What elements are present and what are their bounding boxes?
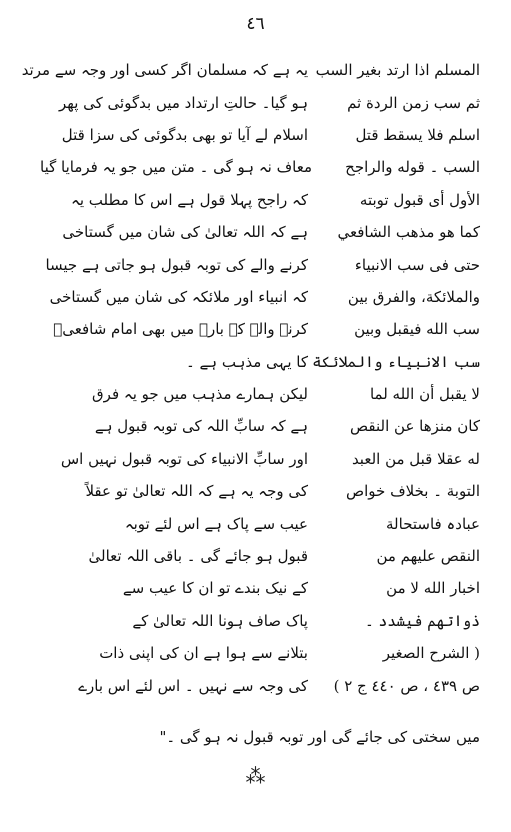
urdu-line: کرنے والے کے بارے میں بھی امام شافعیؒ (53, 320, 308, 339)
text-row (40, 507, 480, 539)
text-row (40, 669, 480, 701)
arabic-line: ص ٤٣٩ ، ص ٤٤٠ ج ٢ ) (333, 676, 480, 695)
text-row (40, 410, 480, 442)
text-row (40, 605, 480, 637)
text-row (40, 281, 480, 313)
urdu-line: قبول ہو جائے گی ۔ باقی اللہ تعالیٰ (88, 547, 308, 566)
text-row (40, 637, 480, 669)
arabic-line: المسلم اذا ارتد بغير السب (315, 61, 480, 80)
arabic-line: سب الله فیقبل وبین (354, 320, 480, 339)
bilingual-text-columns (21, 54, 480, 702)
text-row (40, 216, 480, 248)
urdu-line: ہے کہ سابِّ اللہ کی توبہ قبول ہے (94, 417, 308, 436)
urdu-line: اسلام لے آیا تو بھی بدگوئی کی سزا قتل (61, 125, 308, 144)
arabic-line: اسلم فلا یسقط قتل (355, 125, 480, 144)
urdu-line: بتلانے سے ہوا ہے ان کی اپنی ذات (99, 644, 308, 663)
urdu-line: کی وجہ یہ ہے کہ اللہ تعالیٰ تو عقلاً (85, 482, 308, 501)
urdu-line: معاف نہ ہو گی ۔ متن میں جو یہ فرمایا گیا (40, 158, 312, 177)
text-row (40, 248, 480, 280)
arabic-line: لا یقبل أن الله لما (369, 385, 480, 404)
arabic-line: اخبار الله لا من (386, 579, 480, 598)
urdu-line: کہ راجح پہلا قول ہے اس کا مطلب یہ (71, 190, 308, 209)
text-row (40, 86, 480, 118)
text-row (40, 346, 480, 378)
arabic-line: والملائکة، والفرق بین (347, 287, 480, 306)
text-row (40, 151, 480, 183)
closing-urdu-line: میں سختی کی جائے گی اور توبہ قبول نہ ہو گی ۔" (159, 728, 480, 746)
text-row (40, 443, 480, 475)
arabic-line: کما هو مذهب الشافعي (337, 223, 480, 242)
urdu-line: پاک صاف ہونا اللہ تعالیٰ کے (132, 611, 308, 630)
urdu-line: یہ ہے کہ مسلمان اگر کسی اور وجہ سے مرتد (21, 61, 308, 80)
arabic-line: النقص علیهم من (376, 547, 480, 566)
arabic-line: کان منزها عن النقص (350, 417, 480, 436)
text-row (21, 54, 480, 86)
urdu-line: کے نیک بندے تو ان کا عیب سے (122, 579, 308, 598)
text-row (40, 378, 480, 410)
arabic-line: ( الشرح الصغیر (382, 644, 480, 663)
urdu-line: کہ انبیاء اور ملائکہ کی شان میں گستاخی (49, 287, 308, 306)
urdu-line: کرنے والے کی توبہ قبول ہو جاتی ہے جیسا (45, 255, 308, 274)
arabic-line: عبادہ فاستحالة (386, 514, 480, 533)
arabic-line: ثم سب زمن الردة ثم (347, 93, 480, 112)
urdu-line: ہو گیا۔ حالتِ ارتداد میں بدگوئی کی پھر (59, 93, 308, 112)
page-number: ٤٦ (246, 14, 265, 34)
urdu-line: لیکن ہمارے مذہب میں جو یہ فرق (92, 385, 308, 404)
arabic-line: سب الانبیاء والملائکة ۔ (298, 352, 480, 371)
urdu-line: عیب سے پاک ہے اس لئے توبہ (124, 514, 308, 533)
urdu-line: کی وجہ سے نہیں ۔ اس لئے اس بارے (78, 676, 308, 695)
text-row (40, 540, 480, 572)
arabic-line: له عقلا قبل من العبد (351, 449, 480, 468)
arabic-line: التوبة ۔ بخلاف خواص (345, 482, 480, 501)
text-row (40, 475, 480, 507)
arabic-line: حتی فی سب الانبیاء (354, 255, 480, 274)
text-row (40, 313, 480, 345)
arabic-line: الأول أی قبول توبته (359, 190, 480, 209)
end-ornament-icon: ⁂ (245, 764, 266, 788)
text-row (40, 119, 480, 151)
urdu-line: کا یہی مذہب ہے ۔ (185, 352, 308, 371)
arabic-line: السب ۔ قوله والراجح (345, 158, 480, 177)
arabic-line: ذواتهم فیشدد ۔ (364, 611, 480, 630)
text-row (40, 184, 480, 216)
urdu-line: اور سابِّ الانبیاء کی توبہ قبول نہیں اس (60, 449, 308, 468)
urdu-line: ہے کہ اللہ تعالیٰ کی شان میں گستاخی (62, 223, 308, 242)
text-row (40, 572, 480, 604)
